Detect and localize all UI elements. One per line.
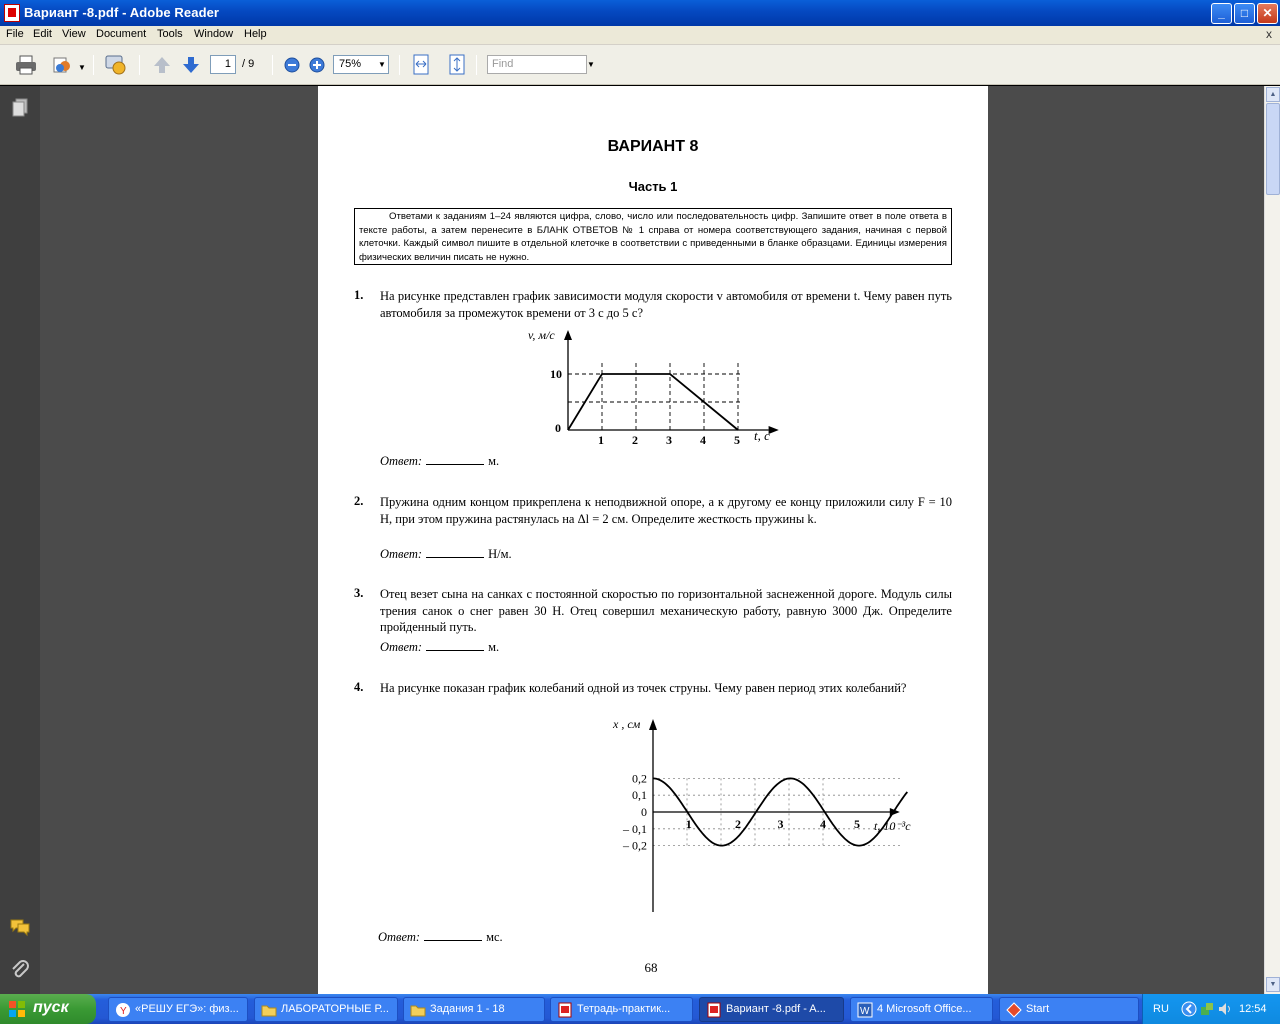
answer-label: Ответ: (380, 640, 423, 654)
x-tick-label: 2 (632, 433, 638, 447)
x-tick-label: 2 (735, 817, 741, 831)
minimize-button[interactable]: _ (1211, 3, 1232, 24)
pages-icon[interactable] (9, 97, 31, 119)
zoom-dropdown-icon[interactable]: ▼ (378, 60, 386, 69)
y-axis-arrow (564, 330, 572, 340)
start-app-icon (1006, 1002, 1022, 1018)
instructions-box (354, 208, 952, 265)
network-icon[interactable] (1199, 1001, 1215, 1017)
yandex-browser-icon (115, 1002, 131, 1018)
menu-window[interactable]: Window (194, 28, 234, 40)
answer-label: Ответ: (378, 930, 421, 944)
svg-text:Y: Y (120, 1006, 127, 1017)
y-axis-arrow (649, 719, 657, 730)
volume-icon[interactable] (1217, 1001, 1233, 1017)
menu-help[interactable]: Help (244, 28, 267, 40)
find-dropdown-icon[interactable]: ▼ (587, 60, 595, 69)
taskbar-item-folder-lab[interactable]: ЛАБОРАТОРНЫЕ Р... (254, 997, 398, 1022)
x-tick-label: 1 (598, 433, 604, 447)
oscillation-chart (488, 716, 911, 916)
menu-document[interactable]: Document (96, 28, 147, 40)
scroll-up-icon[interactable]: ▲ (1266, 87, 1280, 102)
x-tick-label: 5 (854, 817, 860, 831)
x-tick-label: 3 (666, 433, 672, 447)
answer-label: Ответ: (380, 547, 423, 561)
tray-expand-icon[interactable] (1181, 1001, 1197, 1017)
answer-unit: м. (488, 454, 500, 468)
part-title: Часть 1 (628, 179, 678, 194)
pdf-icon (706, 1002, 722, 1018)
answer-unit: м. (488, 640, 500, 654)
y-tick-label: 0,2 (632, 771, 647, 786)
svg-text:W: W (860, 1006, 870, 1017)
taskbar (0, 994, 1280, 1024)
x-tick-label: 4 (700, 433, 706, 447)
x-axis-arrow (769, 426, 779, 434)
taskbar-item-adobe-reader[interactable]: Вариант -8.pdf - A... (699, 997, 844, 1022)
y-tick-label: 0,1 (632, 788, 647, 803)
scroll-down-icon[interactable]: ▼ (1266, 977, 1280, 992)
taskbar-item-start-app[interactable]: Start (999, 997, 1139, 1022)
menu-file[interactable]: File (6, 28, 24, 40)
answer-line (378, 930, 503, 945)
y-tick-label: 10 (550, 367, 562, 381)
answer-line (380, 454, 499, 469)
taskbar-item-office[interactable]: W 4 Microsoft Office... (850, 997, 993, 1022)
folder-icon (410, 1002, 426, 1018)
answer-line (380, 640, 499, 655)
variant-title: ВАРИАНТ 8 (607, 138, 699, 155)
next-page-icon[interactable] (179, 53, 203, 77)
y-tick-label: 0 (555, 421, 561, 435)
windows-logo-icon (8, 1000, 26, 1018)
question-number: 1. (354, 288, 364, 302)
question-text: Отец везет сына на санках с постоянной скоростью по горизонтальной заснеженной дороге. Модуль силы трения санок о снег равен 30 Н. Отец совершил механическую работу, равную 3000 Дж. Определите пройденный путь. (380, 587, 952, 634)
toolbar-separator (272, 55, 273, 75)
answer-line (380, 547, 512, 562)
share-icon[interactable] (50, 53, 74, 77)
navigation-pane (0, 86, 40, 994)
document-area[interactable] (40, 86, 1264, 994)
pdf-page (318, 86, 988, 994)
question-text: Пружина одним концом прикреплена к неподвижной опоре, а к другому ее концу приложили силу F = 10 Н, при этом пружина растянулась на Δl = 2 см. Определите жесткость пружины k. (380, 495, 952, 526)
page-number-input[interactable]: 1 (210, 55, 236, 74)
scroll-thumb[interactable] (1266, 103, 1280, 195)
taskbar-item-pdf-workbook[interactable]: Тетрадь-практик... (550, 997, 693, 1022)
answer-label: Ответ: (380, 454, 423, 468)
taskbar-item-folder-tasks[interactable]: Задания 1 - 18 (403, 997, 545, 1022)
x-tick-label: 5 (734, 433, 740, 447)
comments-icon[interactable] (9, 916, 31, 938)
title-bar (0, 0, 1280, 26)
maximize-button[interactable]: □ (1234, 3, 1255, 24)
y-tick-label: 0 (641, 805, 647, 819)
attachments-icon[interactable] (9, 958, 31, 980)
zoom-value: 75% (339, 58, 362, 70)
pdf-app-icon (4, 4, 20, 22)
x-tick-label: 3 (777, 817, 784, 831)
x-tick-label: 4 (820, 817, 826, 831)
toolbar-separator (399, 55, 400, 75)
question-number: 4. (354, 680, 364, 694)
menu-bar (0, 26, 1280, 45)
pdf-icon (557, 1002, 573, 1018)
window-title: Вариант -8.pdf - Adobe Reader (24, 5, 220, 20)
answer-unit: мс. (486, 930, 503, 944)
answer-blank[interactable] (426, 454, 484, 465)
question-text: На рисунке представлен график зависимости модуля скорости v автомобиля от времени t. Чему равен путь автомобиля за промежуток времени от 3 с до 5 с? (380, 289, 952, 320)
y-axis-label: x , см (613, 717, 641, 731)
menu-tools[interactable]: Tools (157, 28, 183, 40)
answer-unit: Н/м. (488, 547, 512, 561)
document-close-icon[interactable]: x (1266, 27, 1272, 41)
x-tick-label: 1 (685, 817, 692, 831)
page-number: 68 (644, 960, 658, 975)
answer-blank[interactable] (426, 640, 484, 651)
language-indicator[interactable]: RU (1153, 1003, 1169, 1015)
toolbar-separator (476, 55, 477, 75)
question-number: 2. (354, 494, 364, 508)
system-tray (1142, 994, 1280, 1024)
find-input[interactable]: Find (487, 55, 587, 74)
toolbar (0, 45, 1280, 85)
y-tick-label: – 0,2 (623, 838, 647, 853)
x-axis-label: t, 10⁻³с (874, 819, 911, 833)
fit-width-icon[interactable] (409, 53, 433, 77)
print-icon[interactable] (14, 53, 38, 77)
answer-blank[interactable] (424, 930, 482, 941)
folder-icon (261, 1002, 277, 1018)
y-tick-label: – 0,1 (623, 821, 647, 836)
toolbar-separator (93, 55, 94, 75)
y-axis-label: v, м/с (528, 328, 555, 342)
close-button[interactable]: ✕ (1257, 3, 1278, 24)
clock[interactable]: 12:54 (1239, 1003, 1267, 1015)
start-button[interactable] (0, 994, 96, 1024)
word-icon (857, 1002, 873, 1018)
previous-page-icon[interactable] (150, 53, 174, 77)
zoom-select[interactable] (333, 55, 389, 74)
menu-view[interactable]: View (62, 28, 86, 40)
vertical-scrollbar[interactable] (1264, 86, 1280, 994)
toolbar-separator (139, 55, 140, 75)
question-number: 3. (354, 586, 364, 600)
zoom-out-icon[interactable] (280, 53, 304, 77)
zoom-in-icon[interactable] (305, 53, 329, 77)
taskbar-item-browser[interactable]: Y «РЕШУ ЕГЭ»: физ... (108, 997, 248, 1022)
x-axis-label: t, с (754, 428, 770, 443)
question-text: На рисунке показан график колебаний одной из точек струны. Чему равен период этих колебаний? (380, 681, 907, 695)
velocity-time-chart (518, 326, 798, 448)
menu-edit[interactable]: Edit (33, 28, 52, 40)
instructions-text: Ответами к заданиям 1–24 являются цифра, слово, число или последовательность цифр. Запишите ответ в поле ответа в тексте работы, а затем перенесите в БЛАНК ОТВЕТОВ № 1 справа от номера соответствующего задания, начиная с первой клеточки. Каждый символ пишите в отдельной клеточке в соответствии с приведенными в бланке образцами. Единицы измерения физических величин писать не нужно. (359, 211, 947, 263)
share-dropdown-icon[interactable]: ▼ (78, 63, 86, 72)
page-total: / 9 (242, 58, 255, 70)
fit-page-icon[interactable] (445, 53, 469, 77)
review-icon[interactable] (104, 53, 128, 77)
answer-blank[interactable] (426, 547, 484, 558)
start-label: пуск (33, 999, 69, 1016)
